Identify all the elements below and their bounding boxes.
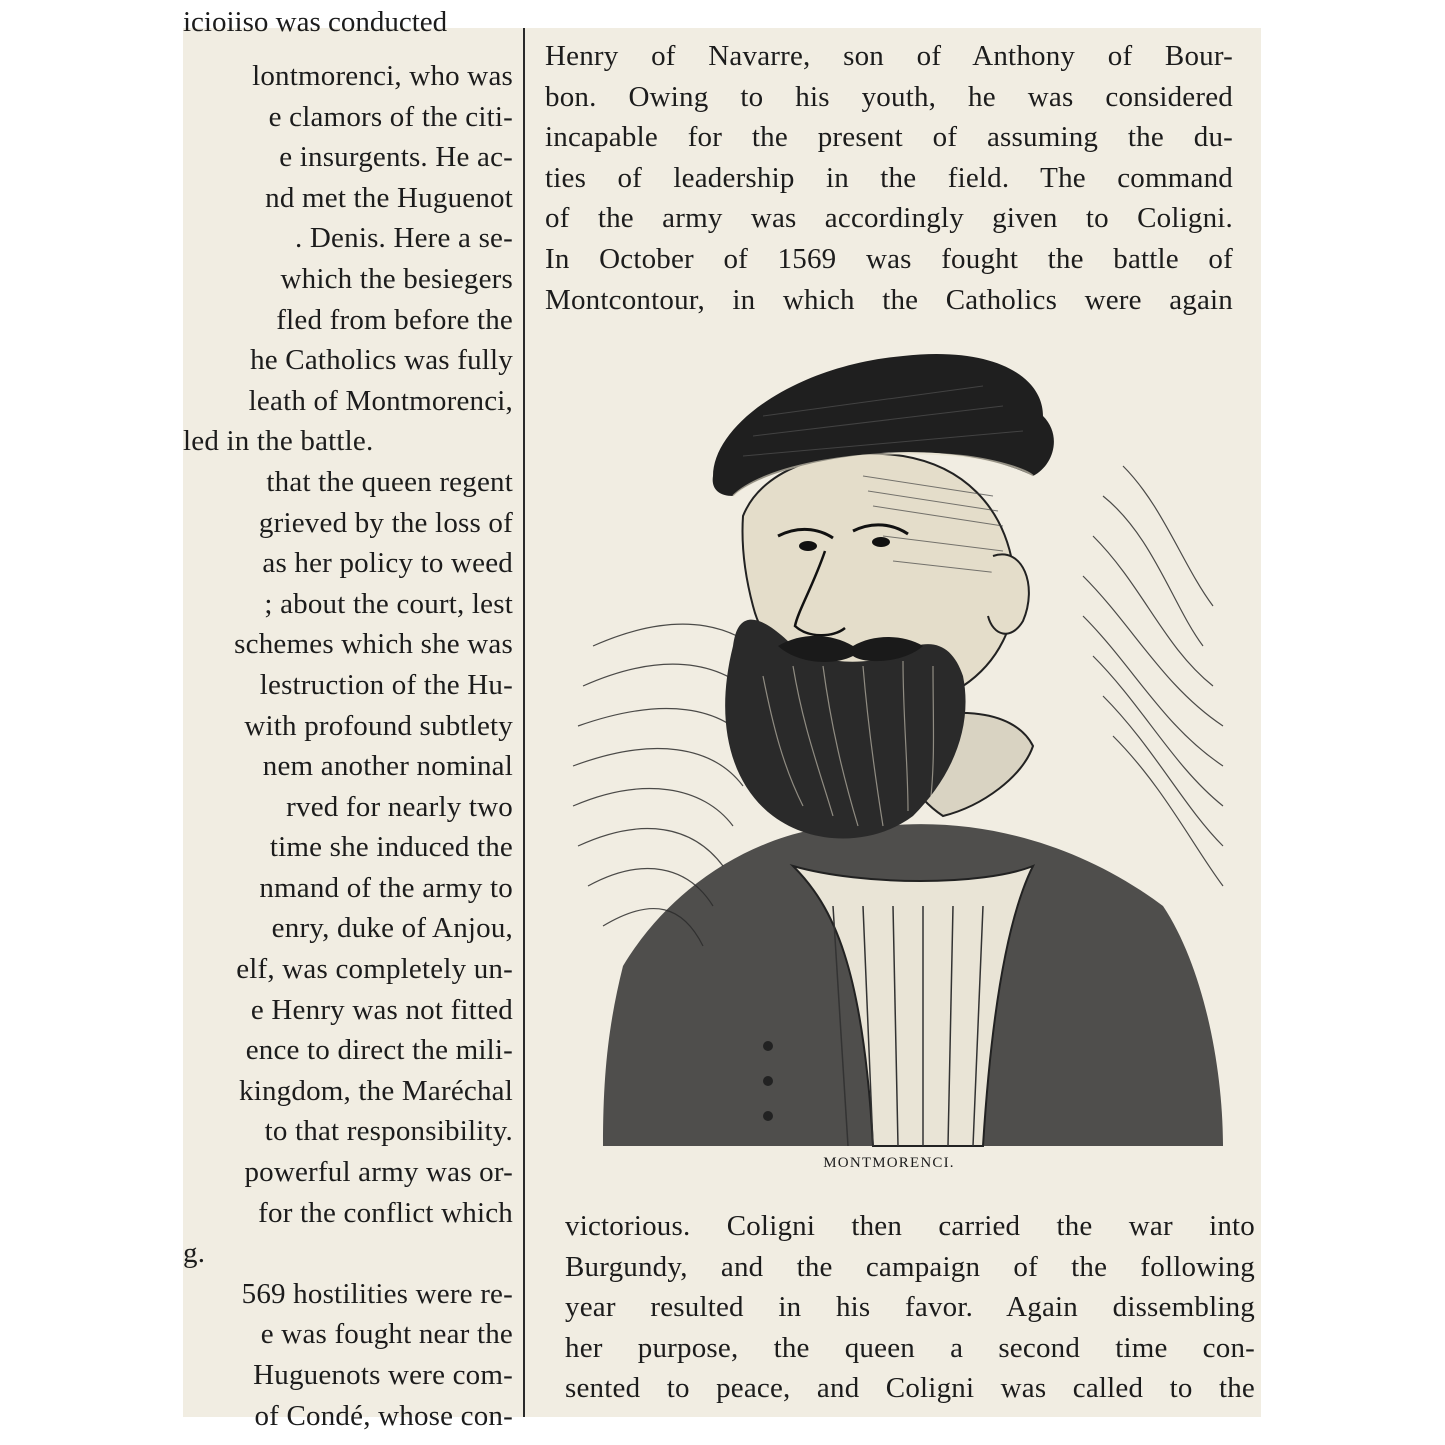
text-line: lestruction of the Hu- — [259, 668, 513, 701]
illustration-caption: MONTMORENCI. — [823, 1155, 955, 1171]
text-line: ence to direct the mili- — [245, 1034, 513, 1067]
right-column-bottom — [565, 1206, 1255, 1409]
text-line: as her policy to weed — [262, 547, 513, 580]
text-line: enry, duke of Anjou, — [271, 912, 513, 945]
book-page — [183, 6, 1261, 1432]
cut-off-top-line: icioiiso was conducted — [183, 6, 448, 38]
text-line: incapable for the present of assuming the du- — [545, 121, 1233, 154]
left-column — [183, 56, 519, 1445]
column-divider — [523, 28, 525, 1417]
text-line: of the army was accordingly given to Coligni. — [545, 202, 1233, 235]
text-line: nd met the Huguenot — [265, 181, 513, 214]
text-line: that the queen regent — [266, 465, 513, 498]
text-line: time she induced the — [269, 831, 513, 864]
text-line: e clamors of the citi- — [268, 100, 513, 133]
text-line: victorious. Coligni then carried the war into — [565, 1210, 1255, 1242]
text-line: kingdom, the Maréchal — [239, 1074, 513, 1107]
text-line: nem another nominal — [262, 750, 513, 783]
text-line: fled from before the — [276, 303, 513, 336]
text-line: Huguenots were com- — [253, 1359, 513, 1391]
text-line: Henry of Navarre, son of Anthony of Bour- — [545, 40, 1233, 72]
text-line: leath of Montmorenci, — [248, 384, 513, 417]
text-line: bon. Owing to his youth, he was considered — [545, 80, 1233, 113]
text-line: sented to peace, and Coligni was called to the — [565, 1372, 1255, 1405]
text-line: to that responsibility. — [264, 1115, 513, 1148]
text-line: 569 hostilities were re- — [241, 1277, 513, 1310]
text-line: e Henry was not fitted — [250, 993, 513, 1026]
montmorenci-portrait-engraving — [563, 346, 1243, 1146]
text-line: grieved by the loss of — [258, 506, 513, 539]
text-line: schemes which she was — [234, 628, 513, 661]
text-line: of Condé, whose con- — [254, 1399, 513, 1432]
text-line: Burgundy, and the campaign of the following — [565, 1250, 1255, 1283]
text-line: elf, was completely un- — [236, 953, 513, 986]
text-line: g. — [183, 1237, 206, 1270]
text-line: he Catholics was fully — [250, 344, 513, 377]
text-line: led in the battle. — [183, 425, 374, 458]
text-line: nmand of the army to — [259, 871, 513, 904]
text-line: ties of leadership in the field. The command — [545, 161, 1233, 194]
right-column-top — [545, 36, 1233, 320]
text-line: e insurgents. He ac- — [279, 141, 513, 174]
text-line: for the conflict which — [258, 1196, 513, 1229]
text-line: ; about the court, lest — [264, 587, 513, 620]
text-line: . Denis. Here a se- — [295, 222, 513, 255]
text-line: Montcontour, in which the Catholics were again — [545, 283, 1233, 316]
text-line: rved for nearly two — [286, 790, 513, 823]
text-line: year resulted in his favor. Again dissembling — [565, 1291, 1255, 1324]
text-line: e was fought near the — [260, 1318, 513, 1351]
text-line: In October of 1569 was fought the battle of — [545, 242, 1233, 275]
text-line: lontmorenci, who was — [252, 60, 513, 92]
text-line: powerful army was or- — [244, 1156, 513, 1189]
text-line: her purpose, the queen a second time con- — [565, 1331, 1255, 1364]
text-line: which the besiegers — [280, 262, 513, 295]
text-line: with profound subtlety — [244, 709, 513, 742]
